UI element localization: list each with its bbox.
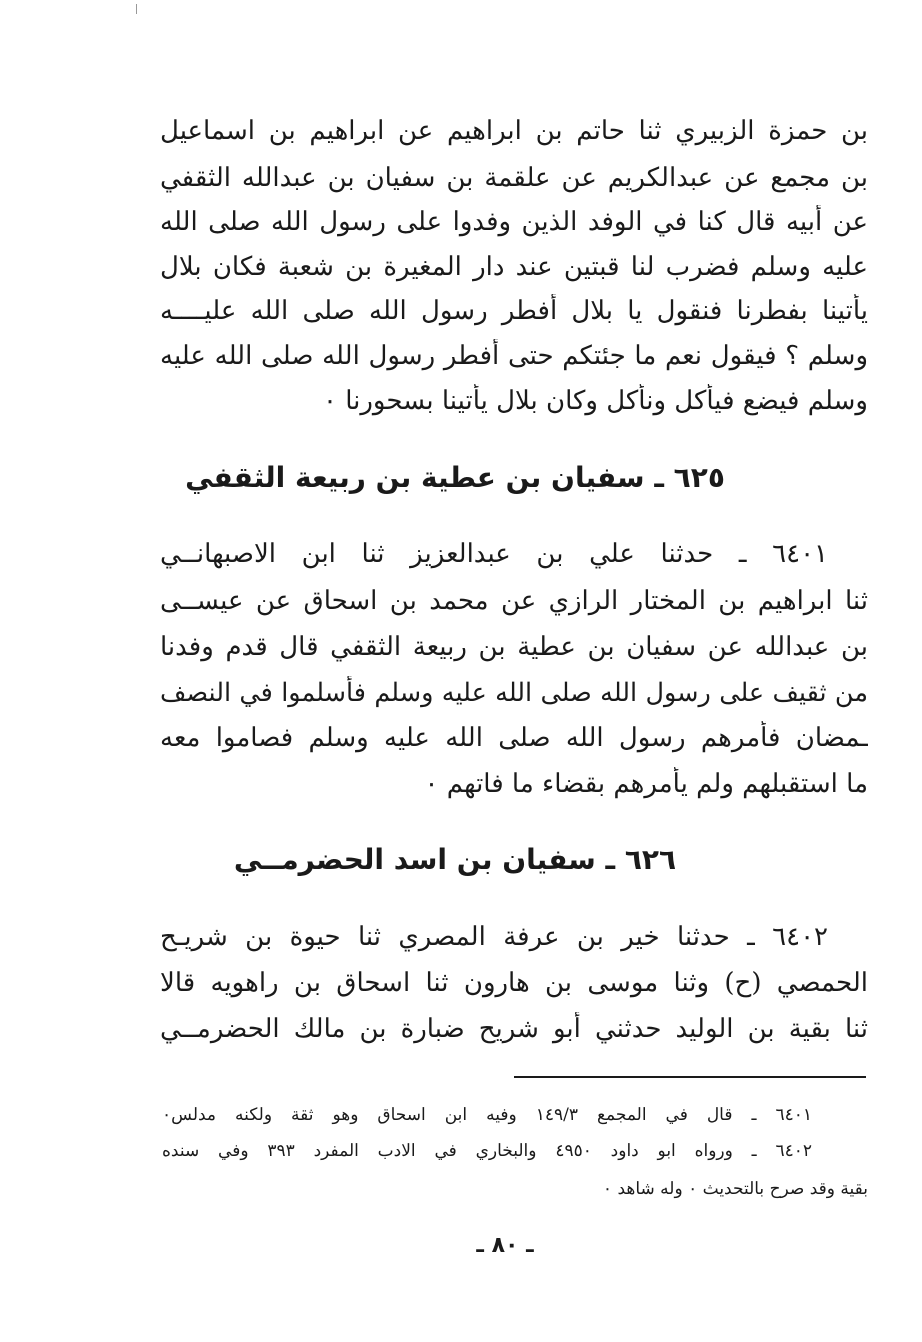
hadith-line: ثنا ابراهيم بن المختار الرازي عن محمد بن اسحاق عن عيســى xyxy=(160,586,868,616)
text-line: بن حمزة الزبيري ثنا حاتم بن ابراهيم عن ابراهيم بن اسماعيل xyxy=(160,116,868,146)
text-line: وسلم ؟ فيقول نعم ما جئتكم حتى أفطر رسول الله صلى الله عليه xyxy=(160,341,868,371)
footnote-line: بقية وقد صرح بالتحديث ٠ وله شاهد ٠ xyxy=(602,1179,868,1199)
scan-speck xyxy=(136,4,137,14)
hadith-line: ثنا بقية بن الوليد حدثني أبو شريح ضبارة بن مالك الحضرمــي xyxy=(160,1014,868,1044)
hadith-line: ـمضان فأمرهم رسول الله صلى الله عليه وسلم فصاموا معه xyxy=(160,723,868,753)
section-heading-626: ٦٢٦ ـ سفيان بن اسد الحضرمــي xyxy=(233,843,677,876)
hadith-line: ما استقبلهم ولم يأمرهم بقضاء ما فاتهم ٠ xyxy=(424,769,868,799)
text-line: عن أبيه قال كنا في الوفد الذين وفدوا على رسول الله صلى الله xyxy=(160,207,868,237)
hadith-line: الحمصي (ح) وثنا موسى بن هارون ثنا اسحاق بن راهويه قالا xyxy=(160,968,868,998)
text-line: بن مجمع عن عبدالكريم عن علقمة بن سفيان بن عبدالله الثقفي xyxy=(160,163,868,193)
hadith-line: ٦٤٠١ ـ حدثنا علي بن عبدالعزيز ثنا ابن الاصبهانــي xyxy=(160,539,828,569)
footnote-line: ٦٤٠١ ـ قال في المجمع ١٤٩/٣ وفيه ابن اسحاق وهو ثقة ولكنه مدلس٠ xyxy=(162,1105,812,1125)
page-number: ـ ٨٠ ـ xyxy=(476,1233,534,1258)
footnote-separator xyxy=(514,1076,866,1078)
section-heading-625: ٦٢٥ ـ سفيان بن عطية بن ربيعة الثقفي xyxy=(185,461,725,494)
text-line: يأتينا بفطرنا فنقول يا بلال أفطر رسول الله صلى الله عليــــه xyxy=(160,296,868,326)
hadith-line: بن عبدالله عن سفيان بن عطية بن ربيعة الثقفي قال قدم وفدنا xyxy=(160,632,868,662)
text-line: وسلم فيضع فيأكل ونأكل وكان بلال يأتينا بسحورنا ٠ xyxy=(322,386,868,416)
hadith-line: من ثقيف على رسول الله صلى الله عليه وسلم فأسلموا في النصف xyxy=(160,678,868,708)
footnote-line: ٦٤٠٢ ـ ورواه ابو داود ٤٩٥٠ والبخاري في الادب المفرد ٣٩٣ وفي سنده xyxy=(162,1141,812,1161)
text-line: عليه وسلم فضرب لنا قبتين عند دار المغيرة بن شعبة فكان بلال xyxy=(160,252,868,282)
hadith-line: ٦٤٠٢ ـ حدثنا خير بن عرفة المصري ثنا حيوة بن شريـح xyxy=(160,922,828,952)
